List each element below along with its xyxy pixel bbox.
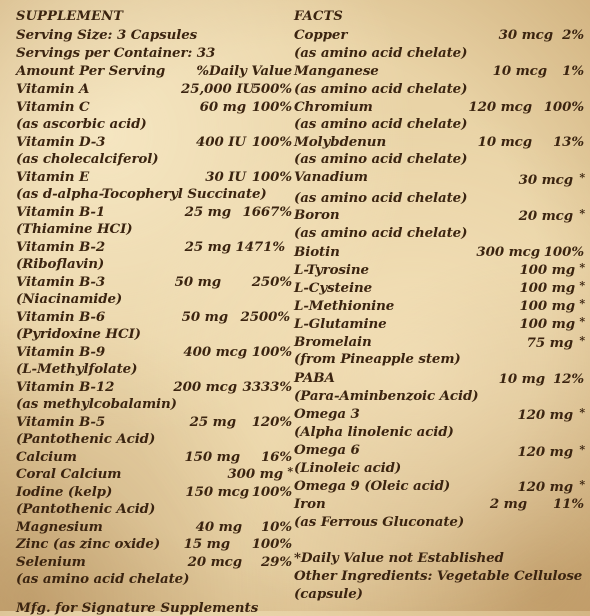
vitamin-d3-amount: 400 IU bbox=[196, 134, 246, 150]
chromium-dv: 100% bbox=[543, 99, 584, 115]
coral-calcium-name: Coral Calcium bbox=[16, 466, 122, 482]
l-tyrosine-name: L-Tyrosine bbox=[294, 262, 369, 278]
vitamin-d3-name: Vitamin D-3 bbox=[16, 134, 106, 150]
molybdenum-dv: 13% bbox=[552, 134, 584, 150]
omega3-dv: * bbox=[579, 406, 585, 419]
vitamin-b12-name: Vitamin B-12 bbox=[16, 379, 115, 395]
vitamin-b5-amount: 25 mg bbox=[189, 414, 236, 430]
servings-per-container: Servings per Container: 33 bbox=[16, 45, 216, 61]
bromelain-amount: 75 mg bbox=[526, 335, 573, 351]
vitamin-b3-amount: 50 mg bbox=[174, 274, 221, 290]
iodine-name: Iodine (kelp) bbox=[16, 484, 113, 500]
molybdenum-amount: 10 mcg bbox=[477, 134, 532, 150]
magnesium-name: Magnesium bbox=[16, 519, 103, 535]
daily-value-footnote: *Daily Value not Established bbox=[294, 550, 504, 566]
biotin-name: Biotin bbox=[294, 244, 340, 260]
paba-dv: 12% bbox=[552, 371, 584, 387]
iron-source: (as Ferrous Gluconate) bbox=[294, 514, 465, 530]
boron-amount: 20 mcg bbox=[518, 208, 573, 224]
boron-dv: * bbox=[579, 207, 585, 220]
bromelain-name: Bromelain bbox=[294, 334, 372, 350]
biotin-dv: 100% bbox=[543, 244, 584, 260]
calcium-name: Calcium bbox=[16, 449, 77, 465]
magnesium-dv: 10% bbox=[260, 519, 292, 535]
boron-source: (as amino acid chelate) bbox=[294, 225, 468, 241]
l-tyrosine-amount: 100 mg bbox=[519, 262, 575, 278]
l-tyrosine-dv: * bbox=[579, 261, 585, 274]
other-ingredients-cont: (capsule) bbox=[294, 586, 363, 602]
vitamin-b6-source: (Pyridoxine HCI) bbox=[16, 326, 141, 342]
molybdenum-source: (as amino acid chelate) bbox=[294, 151, 468, 167]
vitamin-b12-dv: 3333% bbox=[242, 379, 292, 395]
vitamin-b3-name: Vitamin B-3 bbox=[16, 274, 106, 290]
omega9-dv: * bbox=[579, 478, 585, 491]
vitamin-c-source: (as ascorbic acid) bbox=[16, 116, 147, 132]
serving-size: Serving Size: 3 Capsules bbox=[16, 27, 198, 43]
vitamin-b6-dv: 2500% bbox=[240, 309, 290, 325]
facts-heading: FACTS bbox=[294, 9, 343, 24]
copper-amount: 30 mcg bbox=[498, 27, 553, 43]
supplement-heading: SUPPLEMENT bbox=[16, 9, 124, 24]
vitamin-b6-name: Vitamin B-6 bbox=[16, 309, 106, 325]
l-glutamine-amount: 100 mg bbox=[519, 316, 575, 332]
vitamin-a-amount: 25,000 IU bbox=[181, 81, 254, 97]
iodine-source: (Pantothenic Acid) bbox=[16, 501, 156, 517]
vitamin-b2-amount: 25 mg bbox=[184, 239, 231, 255]
chromium-source: (as amino acid chelate) bbox=[294, 116, 468, 132]
coral-calcium-amount: 300 mg bbox=[227, 466, 283, 482]
iron-amount: 2 mg bbox=[489, 496, 527, 512]
zinc-dv: 100% bbox=[251, 536, 292, 552]
omega6-source: (Linoleic acid) bbox=[294, 460, 402, 476]
vitamin-b3-source: (Niacinamide) bbox=[16, 291, 123, 307]
manganese-amount: 10 mcg bbox=[492, 63, 547, 79]
omega3-source: (Alpha linolenic acid) bbox=[294, 424, 454, 440]
l-cysteine-name: L-Cysteine bbox=[294, 280, 372, 296]
vitamin-c-amount: 60 mg bbox=[199, 99, 246, 115]
vitamin-c-name: Vitamin C bbox=[16, 99, 90, 115]
vitamin-b9-name: Vitamin B-9 bbox=[16, 344, 106, 360]
vitamin-a-name: Vitamin A bbox=[16, 81, 90, 97]
vitamin-b12-source: (as methylcobalamin) bbox=[16, 396, 177, 412]
omega6-dv: * bbox=[579, 443, 585, 456]
zinc-amount: 15 mg bbox=[183, 536, 230, 552]
omega6-name: Omega 6 bbox=[294, 442, 360, 458]
vitamin-b1-dv: 1667% bbox=[242, 204, 292, 220]
vitamin-e-source: (as d-alpha-Tocopheryl Succinate) bbox=[16, 186, 267, 202]
vitamin-d3-dv: 100% bbox=[251, 134, 292, 150]
l-methionine-amount: 100 mg bbox=[519, 298, 575, 314]
copper-name: Copper bbox=[294, 27, 348, 43]
molybdenum-name: Molybdenun bbox=[294, 134, 387, 150]
l-glutamine-dv: * bbox=[579, 315, 585, 328]
vitamin-b6-amount: 50 mg bbox=[181, 309, 228, 325]
iodine-amount: 150 mcg bbox=[185, 484, 249, 500]
daily-value-label: %Daily Value bbox=[196, 63, 292, 79]
iron-dv: 11% bbox=[552, 496, 584, 512]
magnesium-amount: 40 mg bbox=[195, 519, 242, 535]
other-ingredients: Other Ingredients: Vegetable Cellulose bbox=[294, 568, 583, 584]
manganese-source: (as amino acid chelate) bbox=[294, 81, 468, 97]
chromium-amount: 120 mcg bbox=[468, 99, 532, 115]
vitamin-e-name: Vitamin E bbox=[16, 169, 90, 185]
vitamin-b2-dv: 1471% bbox=[235, 239, 285, 255]
omega3-amount: 120 mg bbox=[517, 407, 573, 423]
vitamin-e-dv: 100% bbox=[251, 169, 292, 185]
l-methionine-name: L-Methionine bbox=[294, 298, 395, 314]
paba-source: (Para-Aminbenzoic Acid) bbox=[294, 388, 479, 404]
copper-source: (as amino acid chelate) bbox=[294, 45, 468, 61]
vitamin-b5-name: Vitamin B-5 bbox=[16, 414, 106, 430]
chromium-name: Chromium bbox=[294, 99, 373, 115]
vanadium-source: (as amino acid chelate) bbox=[294, 190, 468, 206]
amount-per-serving-label: Amount Per Serving bbox=[16, 63, 166, 79]
vitamin-b9-source: (L-Methylfolate) bbox=[16, 361, 138, 377]
boron-name: Boron bbox=[294, 207, 340, 223]
vitamin-a-dv: 500% bbox=[251, 81, 292, 97]
l-glutamine-name: L-Glutamine bbox=[294, 316, 387, 332]
vitamin-b1-amount: 25 mg bbox=[184, 204, 231, 220]
selenium-dv: 29% bbox=[260, 554, 292, 570]
vanadium-dv: * bbox=[579, 171, 585, 184]
l-methionine-dv: * bbox=[579, 297, 585, 310]
vitamin-b5-source: (Pantothenic Acid) bbox=[16, 431, 156, 447]
selenium-name: Selenium bbox=[16, 554, 86, 570]
vitamin-c-dv: 100% bbox=[251, 99, 292, 115]
manganese-name: Manganese bbox=[294, 63, 379, 79]
vanadium-amount: 30 mcg bbox=[518, 172, 573, 188]
omega9-name: Omega 9 (Oleic acid) bbox=[294, 478, 451, 494]
biotin-amount: 300 mcg bbox=[476, 244, 540, 260]
vitamin-b1-name: Vitamin B-1 bbox=[16, 204, 106, 220]
bromelain-dv: * bbox=[579, 334, 585, 347]
vitamin-b5-dv: 120% bbox=[251, 414, 292, 430]
calcium-amount: 150 mg bbox=[184, 449, 240, 465]
iodine-dv: 100% bbox=[251, 484, 292, 500]
vitamin-b9-dv: 100% bbox=[251, 344, 292, 360]
coral-calcium-dv: * bbox=[287, 465, 293, 478]
omega3-name: Omega 3 bbox=[294, 406, 360, 422]
iron-name: Iron bbox=[294, 496, 326, 512]
manganese-dv: 1% bbox=[562, 63, 584, 79]
omega9-amount: 120 mg bbox=[517, 479, 573, 495]
vitamin-b1-source: (Thiamine HCI) bbox=[16, 221, 133, 237]
vitamin-b2-source: (Riboflavin) bbox=[16, 256, 105, 272]
bromelain-source: (from Pineapple stem) bbox=[294, 351, 461, 367]
selenium-source: (as amino acid chelate) bbox=[16, 571, 190, 587]
l-cysteine-dv: * bbox=[579, 279, 585, 292]
selenium-amount: 20 mcg bbox=[187, 554, 242, 570]
omega6-amount: 120 mg bbox=[517, 444, 573, 460]
calcium-dv: 16% bbox=[260, 449, 292, 465]
vitamin-b12-amount: 200 mcg bbox=[173, 379, 237, 395]
copper-dv: 2% bbox=[562, 27, 584, 43]
vitamin-b9-amount: 400 mcg bbox=[183, 344, 247, 360]
vitamin-d3-source: (as cholecalciferol) bbox=[16, 151, 159, 167]
vitamin-b2-name: Vitamin B-2 bbox=[16, 239, 106, 255]
manufacturer-line-cutoff: Mfg. for Signature Supplements bbox=[16, 600, 259, 616]
paba-name: PABA bbox=[294, 370, 335, 386]
vitamin-e-amount: 30 IU bbox=[205, 169, 246, 185]
paba-amount: 10 mg bbox=[498, 371, 545, 387]
vitamin-b3-dv: 250% bbox=[251, 274, 292, 290]
vanadium-name: Vanadium bbox=[294, 169, 368, 185]
zinc-name: Zinc (as zinc oxide) bbox=[16, 536, 161, 552]
l-cysteine-amount: 100 mg bbox=[519, 280, 575, 296]
